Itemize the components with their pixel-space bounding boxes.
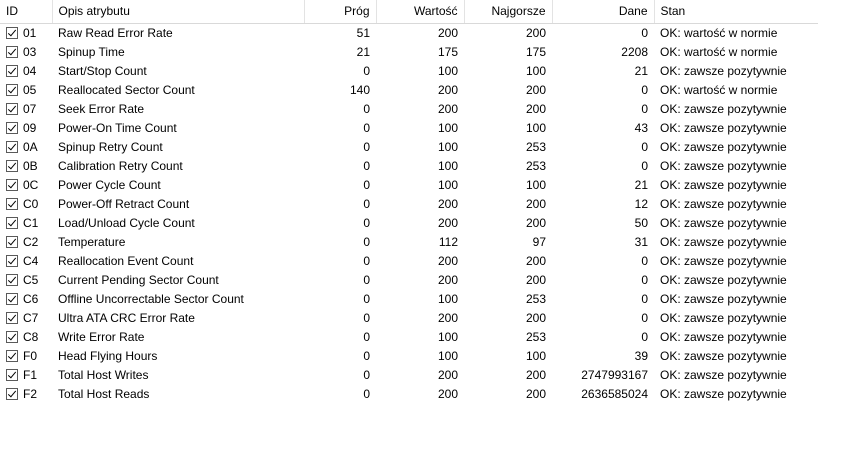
cell-description: Reallocated Sector Count: [58, 83, 195, 97]
row-checkbox[interactable]: [6, 312, 18, 324]
cell-value: 100: [437, 121, 458, 135]
cell-status: OK: zawsze pozytywnie: [660, 387, 787, 401]
cell-id: [0, 328, 52, 347]
attribute-id: F2: [23, 387, 38, 401]
cell-threshold: 0: [363, 64, 370, 78]
cell-threshold: 21: [356, 45, 370, 59]
cell-worst: 253: [525, 140, 546, 154]
cell-worst: 253: [525, 292, 546, 306]
cell-worst: 97: [532, 235, 546, 249]
cell-worst: 100: [525, 121, 546, 135]
row-checkbox[interactable]: [6, 274, 18, 286]
cell-id: [0, 309, 52, 328]
cell-description: Ultra ATA CRC Error Rate: [58, 311, 195, 325]
cell-worst: 200: [525, 83, 546, 97]
cell-data: 21: [634, 64, 648, 78]
attribute-id: 05: [23, 83, 37, 97]
cell-worst: 200: [525, 368, 546, 382]
cell-id: [0, 366, 52, 385]
cell-value: 100: [437, 178, 458, 192]
cell-data: 2747993167: [581, 368, 648, 382]
cell-threshold: 0: [363, 197, 370, 211]
table-row[interactable]: [0, 309, 818, 328]
row-checkbox[interactable]: [6, 160, 18, 172]
row-checkbox[interactable]: [6, 388, 18, 400]
cell-value: 200: [437, 102, 458, 116]
cell-worst: 200: [525, 254, 546, 268]
row-checkbox[interactable]: [6, 27, 18, 39]
cell-threshold: 140: [349, 83, 370, 97]
cell-worst: 200: [525, 26, 546, 41]
table-body: [0, 24, 818, 404]
attribute-id: C5: [23, 273, 39, 287]
cell-status: OK: zawsze pozytywnie: [660, 159, 787, 173]
cell-status: OK: zawsze pozytywnie: [660, 102, 787, 116]
cell-worst: 200: [525, 197, 546, 211]
cell-value: 100: [437, 64, 458, 78]
cell-data: 0: [641, 140, 648, 154]
cell-description: Power Cycle Count: [58, 178, 161, 192]
table-row[interactable]: [0, 290, 818, 309]
table-row[interactable]: [0, 138, 818, 157]
cell-data: 0: [641, 311, 648, 325]
cell-id: [0, 62, 52, 81]
cell-description: Temperature: [58, 235, 126, 249]
table-row[interactable]: [0, 24, 818, 43]
cell-data: 0: [641, 254, 648, 268]
column-header-data[interactable]: Dane: [552, 0, 654, 24]
row-checkbox[interactable]: [6, 141, 18, 153]
cell-id: [0, 195, 52, 214]
cell-worst: 100: [525, 349, 546, 363]
cell-threshold: 0: [363, 159, 370, 173]
attribute-id: 0B: [23, 159, 38, 173]
attribute-id: 03: [23, 45, 37, 59]
attribute-id: C8: [23, 330, 39, 344]
cell-data: 2208: [621, 45, 648, 59]
attribute-id: C4: [23, 254, 39, 268]
cell-status: OK: zawsze pozytywnie: [660, 235, 787, 249]
cell-status: OK: wartość w normie: [660, 26, 778, 41]
cell-status: OK: zawsze pozytywnie: [660, 64, 787, 78]
cell-id: [0, 347, 52, 366]
attribute-id: 04: [23, 64, 37, 78]
cell-description: Current Pending Sector Count: [58, 273, 219, 287]
cell-id: [0, 157, 52, 176]
cell-data: 31: [634, 235, 648, 249]
table-row[interactable]: [0, 100, 818, 119]
row-checkbox[interactable]: [6, 255, 18, 267]
cell-threshold: 0: [363, 368, 370, 382]
cell-value: 100: [437, 349, 458, 363]
cell-value: 200: [437, 387, 458, 401]
cell-worst: 253: [525, 330, 546, 344]
cell-data: 39: [634, 349, 648, 363]
cell-value: 112: [438, 235, 458, 249]
table-header: [0, 0, 818, 24]
cell-description: Write Error Rate: [58, 330, 145, 344]
cell-status: OK: zawsze pozytywnie: [660, 178, 787, 192]
cell-description: Start/Stop Count: [58, 64, 147, 78]
cell-value: 200: [437, 254, 458, 268]
cell-threshold: 0: [363, 140, 370, 154]
cell-status: OK: zawsze pozytywnie: [660, 311, 787, 325]
cell-data: 0: [641, 273, 648, 287]
cell-id: [0, 24, 52, 43]
cell-description: Power-Off Retract Count: [58, 197, 190, 211]
column-header-value[interactable]: Wartość: [376, 0, 464, 24]
row-checkbox[interactable]: [6, 46, 18, 58]
row-checkbox[interactable]: [6, 179, 18, 191]
attribute-id: 09: [23, 121, 37, 135]
cell-id: [0, 176, 52, 195]
cell-id: [0, 214, 52, 233]
cell-data: 2636585024: [581, 387, 648, 401]
cell-description: Load/Unload Cycle Count: [58, 216, 195, 230]
cell-threshold: 51: [356, 26, 370, 41]
cell-threshold: 0: [363, 273, 370, 287]
column-header-worst[interactable]: Najgorsze: [464, 0, 552, 24]
table-row[interactable]: [0, 347, 818, 366]
row-checkbox[interactable]: [6, 236, 18, 248]
row-checkbox[interactable]: [6, 198, 18, 210]
row-checkbox[interactable]: [6, 122, 18, 134]
table-row[interactable]: [0, 252, 818, 271]
cell-status: OK: zawsze pozytywnie: [660, 330, 787, 344]
table-row[interactable]: [0, 62, 818, 81]
cell-data: 0: [641, 26, 648, 41]
panel-right-margin: [818, 0, 848, 462]
cell-value: 200: [437, 311, 458, 325]
cell-status: OK: zawsze pozytywnie: [660, 292, 787, 306]
cell-value: 200: [437, 273, 458, 287]
attribute-id: 0A: [23, 140, 38, 154]
cell-worst: 253: [525, 159, 546, 173]
cell-data: 12: [634, 197, 648, 211]
cell-value: 175: [437, 45, 458, 59]
attribute-id: F1: [23, 368, 38, 382]
table-row[interactable]: [0, 366, 818, 385]
row-checkbox[interactable]: [6, 331, 18, 343]
table-row[interactable]: [0, 176, 818, 195]
table-row[interactable]: [0, 81, 818, 100]
cell-id: [0, 100, 52, 119]
cell-value: 200: [437, 83, 458, 97]
attribute-id: 01: [23, 26, 37, 41]
cell-value: 100: [437, 159, 458, 173]
table-row[interactable]: [0, 195, 818, 214]
cell-status: OK: wartość w normie: [660, 45, 778, 59]
cell-description: Reallocation Event Count: [58, 254, 194, 268]
table-row[interactable]: [0, 157, 818, 176]
cell-id: [0, 119, 52, 138]
cell-status: OK: zawsze pozytywnie: [660, 254, 787, 268]
cell-status: OK: zawsze pozytywnie: [660, 349, 787, 363]
cell-id: [0, 43, 52, 62]
cell-worst: 200: [525, 216, 546, 230]
cell-status: OK: zawsze pozytywnie: [660, 140, 787, 154]
cell-description: Spinup Retry Count: [58, 140, 163, 154]
cell-status: OK: zawsze pozytywnie: [660, 121, 787, 135]
cell-description: Total Host Writes: [58, 368, 149, 382]
cell-threshold: 0: [363, 349, 370, 363]
cell-id: [0, 252, 52, 271]
table-row[interactable]: [0, 385, 818, 404]
cell-data: 0: [641, 292, 648, 306]
attribute-id: C0: [23, 197, 39, 211]
cell-id: [0, 233, 52, 252]
cell-data: 0: [641, 102, 648, 116]
cell-worst: 100: [525, 178, 546, 192]
cell-worst: 200: [525, 387, 546, 401]
cell-description: Offline Uncorrectable Sector Count: [58, 292, 244, 306]
cell-id: [0, 271, 52, 290]
table-header-row: [0, 0, 818, 24]
cell-threshold: 0: [363, 235, 370, 249]
table-row[interactable]: [0, 328, 818, 347]
cell-worst: 200: [525, 311, 546, 325]
cell-threshold: 0: [363, 387, 370, 401]
cell-value: 100: [437, 330, 458, 344]
cell-value: 200: [437, 26, 458, 41]
row-checkbox[interactable]: [6, 84, 18, 96]
cell-description: Calibration Retry Count: [58, 159, 183, 173]
attribute-id: 0C: [23, 178, 39, 192]
cell-threshold: 0: [363, 121, 370, 135]
cell-threshold: 0: [363, 178, 370, 192]
cell-value: 100: [437, 292, 458, 306]
row-checkbox[interactable]: [6, 293, 18, 305]
cell-threshold: 0: [363, 292, 370, 306]
cell-data: 0: [641, 83, 648, 97]
cell-description: Total Host Reads: [58, 387, 150, 401]
cell-status: OK: zawsze pozytywnie: [660, 197, 787, 211]
cell-description: Power-On Time Count: [58, 121, 177, 135]
cell-data: 0: [641, 159, 648, 173]
row-checkbox[interactable]: [6, 350, 18, 362]
cell-id: [0, 385, 52, 404]
cell-worst: 100: [525, 64, 546, 78]
cell-value: 200: [437, 368, 458, 382]
cell-description: Head Flying Hours: [58, 349, 158, 363]
table-row[interactable]: [0, 119, 818, 138]
cell-data: 50: [634, 216, 648, 230]
cell-value: 100: [437, 140, 458, 154]
attribute-id: 07: [23, 102, 37, 116]
cell-worst: 175: [525, 45, 546, 59]
cell-status: OK: zawsze pozytywnie: [660, 216, 787, 230]
cell-threshold: 0: [363, 254, 370, 268]
cell-description: Raw Read Error Rate: [58, 26, 173, 41]
table-row[interactable]: [0, 271, 818, 290]
table-row[interactable]: [0, 233, 818, 252]
cell-id: [0, 81, 52, 100]
cell-data: 21: [634, 178, 648, 192]
cell-status: OK: zawsze pozytywnie: [660, 273, 787, 287]
cell-threshold: 0: [363, 330, 370, 344]
attribute-id: C6: [23, 292, 39, 306]
column-header-description[interactable]: Opis atrybutu: [52, 0, 304, 24]
row-checkbox[interactable]: [6, 369, 18, 381]
row-checkbox[interactable]: [6, 217, 18, 229]
cell-id: [0, 290, 52, 309]
cell-data: 43: [634, 121, 648, 135]
cell-worst: 200: [525, 102, 546, 116]
column-header-status[interactable]: Stan: [654, 0, 818, 24]
row-checkbox[interactable]: [6, 103, 18, 115]
cell-value: 200: [437, 216, 458, 230]
cell-value: 200: [437, 197, 458, 211]
attribute-id: C2: [23, 235, 39, 249]
attribute-id: C7: [23, 311, 39, 325]
cell-id: [0, 138, 52, 157]
cell-data: 0: [641, 330, 648, 344]
cell-threshold: 0: [363, 311, 370, 325]
row-checkbox[interactable]: [6, 65, 18, 77]
cell-status: OK: zawsze pozytywnie: [660, 368, 787, 382]
cell-description: Spinup Time: [58, 45, 125, 59]
attribute-id: F0: [23, 349, 38, 363]
column-header-threshold[interactable]: Próg: [304, 0, 376, 24]
cell-status: OK: wartość w normie: [660, 83, 778, 97]
cell-threshold: 0: [363, 216, 370, 230]
table-row[interactable]: [0, 43, 818, 62]
cell-description: Seek Error Rate: [58, 102, 145, 116]
cell-worst: 200: [525, 273, 546, 287]
column-header-id[interactable]: ID: [0, 0, 52, 24]
table-row[interactable]: [0, 214, 818, 233]
cell-threshold: 0: [363, 102, 370, 116]
attribute-id: C1: [23, 216, 39, 230]
